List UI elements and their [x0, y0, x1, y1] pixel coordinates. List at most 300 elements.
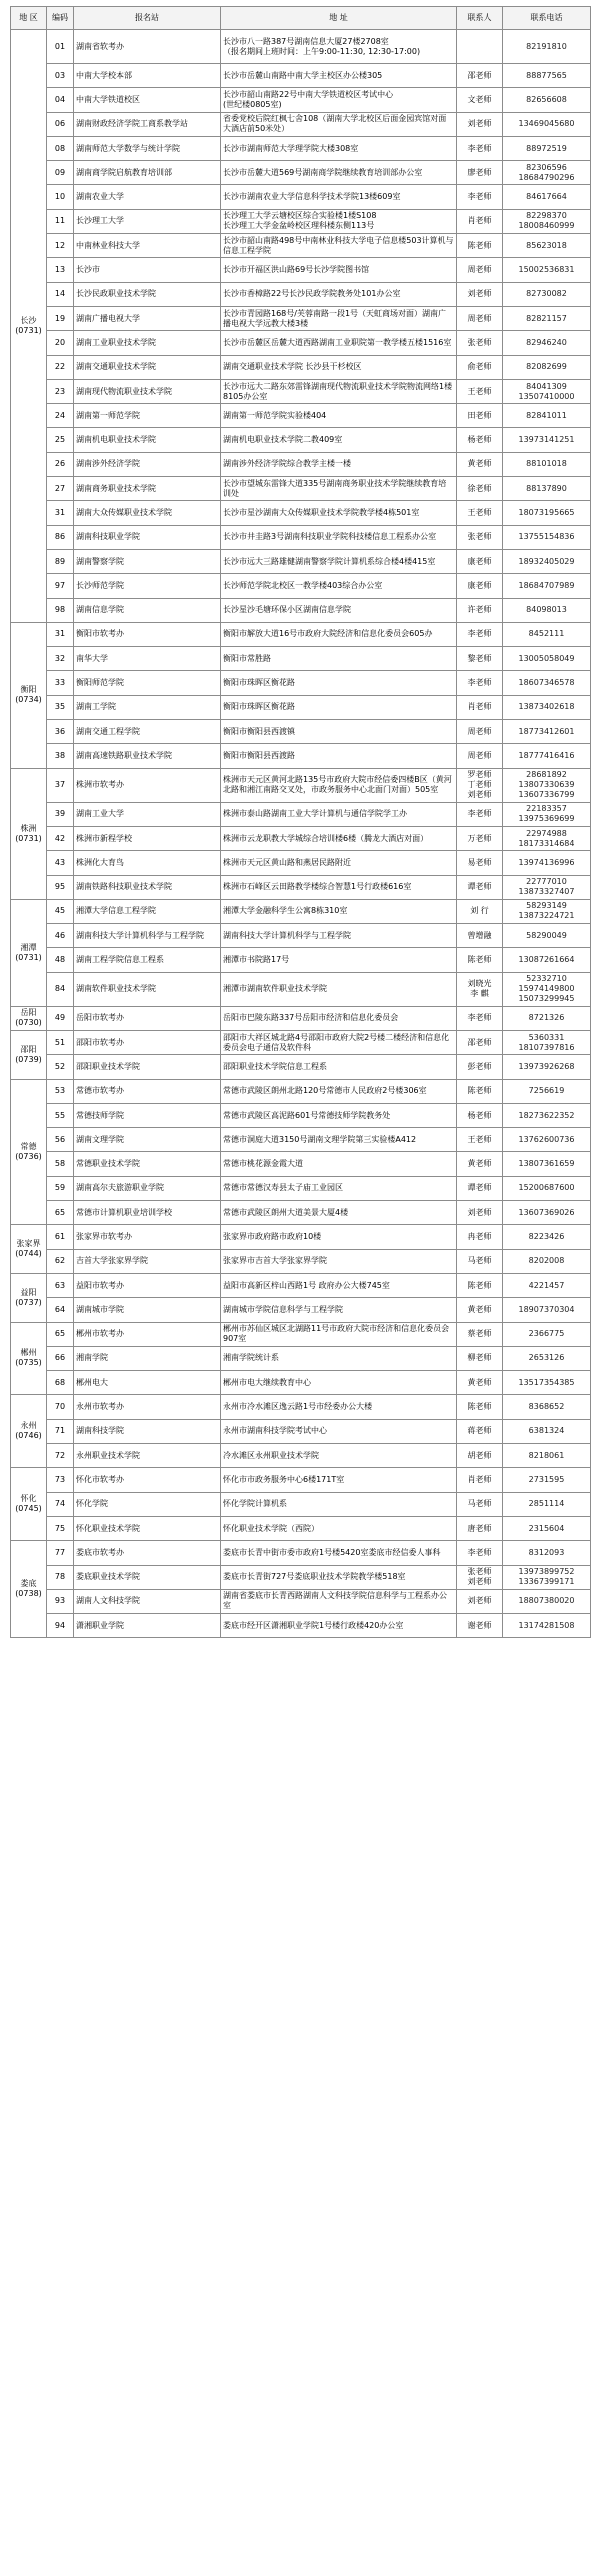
address-cell: 湘潭大学金融科学生公寓8栋310室 [221, 899, 457, 923]
code-cell: 58 [47, 1152, 74, 1176]
contact-cell: 周老师 [457, 720, 503, 744]
phone-cell: 13807361659 [503, 1152, 591, 1176]
address-cell: 湖南机电职业技术学院二教409室 [221, 428, 457, 452]
address-cell: 湖南省娄底市长青西路湖南人文科技学院信息科学与工程系办公室 [221, 1589, 457, 1613]
phone-cell: 5360331 18107397816 [503, 1030, 591, 1054]
table-row [11, 1371, 591, 1395]
contact-cell: 王老师 [457, 379, 503, 403]
code-cell: 31 [47, 622, 74, 646]
table-row [11, 744, 591, 768]
phone-cell: 8312093 [503, 1541, 591, 1565]
contact-cell: 刘老师 [457, 112, 503, 136]
phone-cell: 18907370304 [503, 1298, 591, 1322]
code-cell: 94 [47, 1614, 74, 1638]
table-row [11, 112, 591, 136]
header-address: 地 址 [221, 7, 457, 30]
address-cell: 长沙市湖南农业大学信息科学技术学院13楼609室 [221, 185, 457, 209]
code-cell: 24 [47, 404, 74, 428]
code-cell: 20 [47, 331, 74, 355]
contact-cell: 肖老师 [457, 209, 503, 233]
contact-cell: 肖老师 [457, 695, 503, 719]
table-row [11, 1419, 591, 1443]
contact-cell: 黎老师 [457, 647, 503, 671]
address-cell: 常德市洞庭大道3150号湖南文理学院第三实验楼A412 [221, 1128, 457, 1152]
contact-cell: 陈老师 [457, 1395, 503, 1419]
contact-cell: 刘老师 [457, 282, 503, 306]
code-cell: 32 [47, 647, 74, 671]
site-cell: 湖南科技学院 [74, 1419, 221, 1443]
phone-cell: 8368652 [503, 1395, 591, 1419]
phone-cell: 88972519 [503, 136, 591, 160]
phone-cell: 88101018 [503, 452, 591, 476]
table-row [11, 851, 591, 875]
site-cell: 湖南农业大学 [74, 185, 221, 209]
address-cell: 郴州市电大继续教育中心 [221, 1371, 457, 1395]
code-cell: 26 [47, 452, 74, 476]
site-cell: 湖南铁路科技职业技术学院 [74, 875, 221, 899]
code-cell: 75 [47, 1516, 74, 1540]
phone-cell: 84098013 [503, 598, 591, 622]
site-cell: 湖南财政经济学院工商系教学站 [74, 112, 221, 136]
address-cell: 株洲市泰山路湖南工业大学计算机与通信学院学工办 [221, 802, 457, 826]
site-cell: 湖南高速铁路职业技术学院 [74, 744, 221, 768]
code-cell: 84 [47, 972, 74, 1006]
address-cell: 湘南学院统计系 [221, 1346, 457, 1370]
site-cell: 岳阳市软考办 [74, 1006, 221, 1030]
code-cell: 45 [47, 899, 74, 923]
code-cell: 27 [47, 477, 74, 501]
contact-cell: 李老师 [457, 1006, 503, 1030]
phone-cell: 28681892 13807330639 13607336799 [503, 768, 591, 802]
site-cell: 邵阳职业技术学院 [74, 1055, 221, 1079]
contact-cell: 陈老师 [457, 948, 503, 972]
table-row [11, 1298, 591, 1322]
site-cell: 湖南商学院启航教育培训部 [74, 161, 221, 185]
code-cell: 04 [47, 88, 74, 112]
site-cell: 株洲市新程学校 [74, 826, 221, 850]
address-cell: 湖南城市学院信息科学与工程学院 [221, 1298, 457, 1322]
phone-cell: 13973899752 13367399171 [503, 1565, 591, 1589]
code-cell: 62 [47, 1249, 74, 1273]
table-row [11, 379, 591, 403]
table-row [11, 428, 591, 452]
phone-cell: 2366775 [503, 1322, 591, 1346]
code-cell: 61 [47, 1225, 74, 1249]
address-cell: 湖南交通职业技术学院 长沙县干杉校区 [221, 355, 457, 379]
contact-cell: 刘老师 [457, 1589, 503, 1613]
header-phone: 联系电话 [503, 7, 591, 30]
district-cell: 益阳 (0737) [11, 1273, 47, 1322]
table-row [11, 501, 591, 525]
code-cell: 19 [47, 306, 74, 330]
district-cell: 衡阳 (0734) [11, 622, 47, 768]
code-cell: 86 [47, 525, 74, 549]
table-row [11, 209, 591, 233]
contact-cell: 陈老师 [457, 1079, 503, 1103]
site-cell: 湘南学院 [74, 1346, 221, 1370]
site-cell: 湖南省软考办 [74, 30, 221, 64]
site-cell: 湖南大众传媒职业技术学院 [74, 501, 221, 525]
phone-cell: 13005058049 [503, 647, 591, 671]
address-cell: 娄底市长青街727号娄底职业技术学院教学楼518室 [221, 1565, 457, 1589]
site-cell: 长沙市 [74, 258, 221, 282]
code-cell: 33 [47, 671, 74, 695]
code-cell: 52 [47, 1055, 74, 1079]
address-cell: 衡阳市解放大道16号市政府大院经济和信息化委员会605办 [221, 622, 457, 646]
contact-cell: 俞老师 [457, 355, 503, 379]
code-cell: 42 [47, 826, 74, 850]
code-cell: 38 [47, 744, 74, 768]
district-cell: 湘潭 (0731) [11, 899, 47, 1006]
site-cell: 中南大学校本部 [74, 64, 221, 88]
address-cell: 怀化职业技术学院（西院） [221, 1516, 457, 1540]
site-cell: 常德职业技术学院 [74, 1152, 221, 1176]
phone-cell: 13762600736 [503, 1128, 591, 1152]
table-row [11, 1444, 591, 1468]
code-cell: 89 [47, 549, 74, 573]
table-row [11, 185, 591, 209]
address-cell: 长沙市八一路387号湖南信息大厦27楼2708室 （报名期间上班时间：上午9:00-11:30, 12:30-17:00) [221, 30, 457, 64]
address-cell: 湘潭市湖南软件职业技术学院 [221, 972, 457, 1006]
table-row [11, 924, 591, 948]
site-cell: 湖南警察学院 [74, 549, 221, 573]
table-row [11, 1128, 591, 1152]
address-cell: 长沙市星沙湖南大众传媒职业技术学院教学楼4栋501室 [221, 501, 457, 525]
contact-cell: 田老师 [457, 404, 503, 428]
table-row [11, 1055, 591, 1079]
phone-cell: 18773412601 [503, 720, 591, 744]
contact-cell: 黄老师 [457, 452, 503, 476]
table-row [11, 622, 591, 646]
site-cell: 湖南机电职业技术学院 [74, 428, 221, 452]
code-cell: 12 [47, 234, 74, 258]
contact-cell: 文老师 [457, 88, 503, 112]
contact-cell: 张老师 [457, 331, 503, 355]
code-cell: 64 [47, 1298, 74, 1322]
code-cell: 65 [47, 1201, 74, 1225]
table-row [11, 1079, 591, 1103]
table-row [11, 161, 591, 185]
phone-cell: 22777010 13873327407 [503, 875, 591, 899]
table-row [11, 331, 591, 355]
district-cell: 娄底 (0738) [11, 1541, 47, 1638]
contact-cell: 杨老师 [457, 428, 503, 452]
code-cell: 74 [47, 1492, 74, 1516]
district-cell: 长沙 (0731) [11, 30, 47, 623]
address-cell: 郴州市苏仙区城区北湖路11号市政府大院市经济和信息化委员会907室 [221, 1322, 457, 1346]
district-cell: 株洲 (0731) [11, 768, 47, 899]
address-cell: 娄底市经开区潇湘职业学院1号楼行政楼420办公室 [221, 1614, 457, 1638]
contact-cell: 李老师 [457, 622, 503, 646]
table-body [11, 30, 591, 1638]
address-cell: 衡阳市珠晖区衡花路 [221, 671, 457, 695]
site-cell: 湖南涉外经济学院 [74, 452, 221, 476]
header-code: 编码 [47, 7, 74, 30]
phone-cell: 13517354385 [503, 1371, 591, 1395]
contact-cell: 谢老师 [457, 1614, 503, 1638]
site-cell: 衡阳师范学院 [74, 671, 221, 695]
phone-cell: 82730082 [503, 282, 591, 306]
address-cell: 长沙市香樟路22号长沙民政学院教务处101办公室 [221, 282, 457, 306]
site-cell: 邵阳市软考办 [74, 1030, 221, 1054]
site-cell: 湖南工业大学 [74, 802, 221, 826]
code-cell: 39 [47, 802, 74, 826]
address-cell: 湖南第一师范学院实验楼404 [221, 404, 457, 428]
address-cell: 衡阳市珠晖区衡花路 [221, 695, 457, 719]
table-row [11, 948, 591, 972]
table-row [11, 258, 591, 282]
code-cell: 70 [47, 1395, 74, 1419]
district-cell: 张家界 (0744) [11, 1225, 47, 1274]
address-cell: 张家界市吉首大学张家界学院 [221, 1249, 457, 1273]
table-row [11, 477, 591, 501]
code-cell: 49 [47, 1006, 74, 1030]
address-cell: 常德市武陵区朗州北路120号常德市人民政府2号楼306室 [221, 1079, 457, 1103]
code-cell: 63 [47, 1273, 74, 1297]
district-cell: 怀化 (0745) [11, 1468, 47, 1541]
phone-cell: 58293149 13873224721 [503, 899, 591, 923]
site-cell: 长沙民政职业技术学院 [74, 282, 221, 306]
site-cell: 湖南现代物流职业技术学院 [74, 379, 221, 403]
code-cell: 56 [47, 1128, 74, 1152]
site-cell: 中南大学铁道校区 [74, 88, 221, 112]
code-cell: 36 [47, 720, 74, 744]
code-cell: 08 [47, 136, 74, 160]
contact-cell: 蒋老师 [457, 1419, 503, 1443]
phone-cell: 2731595 [503, 1468, 591, 1492]
code-cell: 13 [47, 258, 74, 282]
contact-cell: 曾增融 [457, 924, 503, 948]
site-cell: 永州市软考办 [74, 1395, 221, 1419]
contact-cell: 李老师 [457, 671, 503, 695]
address-cell: 怀化学院计算机系 [221, 1492, 457, 1516]
table-row [11, 598, 591, 622]
district-cell: 永州 (0746) [11, 1395, 47, 1468]
table-row [11, 671, 591, 695]
site-cell: 湖南城市学院 [74, 1298, 221, 1322]
address-cell: 永州市湖南科技学院考试中心 [221, 1419, 457, 1443]
registration-table [10, 6, 591, 1638]
site-cell: 长沙理工大学 [74, 209, 221, 233]
phone-cell: 13973141251 [503, 428, 591, 452]
contact-cell: 唐老师 [457, 1516, 503, 1540]
table-row [11, 695, 591, 719]
phone-cell: 82821157 [503, 306, 591, 330]
address-cell: 株洲市天元区黄山路和燕居民路附近 [221, 851, 457, 875]
address-cell: 长沙市岳麓山南路中南大学主校区办公楼305 [221, 64, 457, 88]
site-cell: 湖南科技职业学院 [74, 525, 221, 549]
table-row [11, 136, 591, 160]
phone-cell: 18073195665 [503, 501, 591, 525]
site-cell: 株洲化大育鸟 [74, 851, 221, 875]
phone-cell: 82841011 [503, 404, 591, 428]
address-cell: 长沙市韶山南路498号中南林业科技大学电子信息楼503计算机与信息工程学院 [221, 234, 457, 258]
site-cell: 湖南交通工程学院 [74, 720, 221, 744]
site-cell: 湖南第一师范学院 [74, 404, 221, 428]
code-cell: 72 [47, 1444, 74, 1468]
site-cell: 郴州市软考办 [74, 1322, 221, 1346]
contact-cell: 万老师 [457, 826, 503, 850]
phone-cell: 82656608 [503, 88, 591, 112]
site-cell: 中南林业科技大学 [74, 234, 221, 258]
address-cell: 冷水滩区永州职业技术学院 [221, 1444, 457, 1468]
code-cell: 37 [47, 768, 74, 802]
address-cell: 岳阳市巴陵东路337号岳阳市经济和信息化委员会 [221, 1006, 457, 1030]
table-row [11, 802, 591, 826]
phone-cell: 8721326 [503, 1006, 591, 1030]
contact-cell: 康老师 [457, 549, 503, 573]
site-cell: 郴州电大 [74, 1371, 221, 1395]
contact-cell: 王老师 [457, 1128, 503, 1152]
code-cell: 01 [47, 30, 74, 64]
code-cell: 06 [47, 112, 74, 136]
address-cell: 株洲市云龙职教大学城综合培训楼6楼（腾龙大酒店对面） [221, 826, 457, 850]
code-cell: 98 [47, 598, 74, 622]
address-cell: 长沙市韶山南路22号中南大学铁道校区考试中心 (世纪楼0805室) [221, 88, 457, 112]
table-row [11, 1103, 591, 1127]
phone-cell: 18273622352 [503, 1103, 591, 1127]
site-cell: 湖南人文科技学院 [74, 1589, 221, 1613]
table-row [11, 1152, 591, 1176]
district-cell: 岳阳 (0730) [11, 1006, 47, 1030]
code-cell: 48 [47, 948, 74, 972]
phone-cell: 84041309 13507410000 [503, 379, 591, 403]
contact-cell: 康老师 [457, 574, 503, 598]
code-cell: 73 [47, 1468, 74, 1492]
table-row [11, 574, 591, 598]
contact-cell: 张老师 刘老师 [457, 1565, 503, 1589]
contact-cell: 李老师 [457, 185, 503, 209]
phone-cell: 8202008 [503, 1249, 591, 1273]
phone-cell: 52332710 15974149800 15073299945 [503, 972, 591, 1006]
site-cell: 湖南商务职业技术学院 [74, 477, 221, 501]
site-cell: 张家界市软考办 [74, 1225, 221, 1249]
phone-cell: 22183357 13975369699 [503, 802, 591, 826]
contact-cell: 黄老师 [457, 1371, 503, 1395]
address-cell: 长沙市开福区洪山路69号长沙学院图书馆 [221, 258, 457, 282]
table-row [11, 64, 591, 88]
phone-cell: 85623018 [503, 234, 591, 258]
code-cell: 66 [47, 1346, 74, 1370]
site-cell: 湖南工业职业技术学院 [74, 331, 221, 355]
phone-cell: 4221457 [503, 1273, 591, 1297]
code-cell: 59 [47, 1176, 74, 1200]
site-cell: 长沙师范学院 [74, 574, 221, 598]
table-row [11, 1395, 591, 1419]
address-cell: 省委党校后院红枫七舍108（湖南大学北校区后面金园宾馆对面大酒店前50米处） [221, 112, 457, 136]
code-cell: 65 [47, 1322, 74, 1346]
site-cell: 湖南交通职业技术学院 [74, 355, 221, 379]
site-cell: 怀化市软考办 [74, 1468, 221, 1492]
site-cell: 怀化职业技术学院 [74, 1516, 221, 1540]
phone-cell: 82298370 18008460999 [503, 209, 591, 233]
phone-cell: 22974988 18173314684 [503, 826, 591, 850]
contact-cell: 谭老师 [457, 875, 503, 899]
phone-cell: 18777416416 [503, 744, 591, 768]
code-cell: 03 [47, 64, 74, 88]
address-cell: 长沙市湖南师范大学理学院大楼308室 [221, 136, 457, 160]
contact-cell: 马老师 [457, 1249, 503, 1273]
contact-cell: 柳老师 [457, 1346, 503, 1370]
phone-cell: 82082699 [503, 355, 591, 379]
phone-cell: 18607346578 [503, 671, 591, 695]
code-cell: 09 [47, 161, 74, 185]
table-row [11, 1346, 591, 1370]
contact-cell: 易老师 [457, 851, 503, 875]
code-cell: 10 [47, 185, 74, 209]
address-cell: 株洲市石峰区云田路教学楼综合智慧1号行政楼616室 [221, 875, 457, 899]
code-cell: 25 [47, 428, 74, 452]
phone-cell: 13873402618 [503, 695, 591, 719]
contact-cell: 刘晓光 李 麒 [457, 972, 503, 1006]
site-cell: 娄底市软考办 [74, 1541, 221, 1565]
site-cell: 湖南信息学院 [74, 598, 221, 622]
table-row [11, 282, 591, 306]
contact-cell: 冉老师 [457, 1225, 503, 1249]
phone-cell: 2315604 [503, 1516, 591, 1540]
code-cell: 31 [47, 501, 74, 525]
address-cell: 长沙市远大二路东郊雷锋湖南现代物流职业技术学院物流网络1楼8105办公室 [221, 379, 457, 403]
table-row [11, 1589, 591, 1613]
table-row [11, 1541, 591, 1565]
table-row [11, 875, 591, 899]
address-cell: 长沙市井圭路3号湖南科技职业学院科技楼信息工程系办公室 [221, 525, 457, 549]
site-cell: 常德市软考办 [74, 1079, 221, 1103]
code-cell: 43 [47, 851, 74, 875]
phone-cell: 18684707989 [503, 574, 591, 598]
phone-cell: 13755154836 [503, 525, 591, 549]
code-cell: 68 [47, 1371, 74, 1395]
contact-cell: 陈老师 [457, 234, 503, 258]
address-cell: 永州市冷水滩区逸云路1号市经委办公大楼 [221, 1395, 457, 1419]
phone-cell: 8452111 [503, 622, 591, 646]
table-row [11, 88, 591, 112]
contact-cell: 王老师 [457, 501, 503, 525]
contact-cell: 徐老师 [457, 477, 503, 501]
code-cell: 14 [47, 282, 74, 306]
header-site: 报名站 [74, 7, 221, 30]
code-cell: 77 [47, 1541, 74, 1565]
table-row [11, 1030, 591, 1054]
site-cell: 永州职业技术学院 [74, 1444, 221, 1468]
table-row [11, 549, 591, 573]
contact-cell: 李老师 [457, 1541, 503, 1565]
site-cell: 湖南工学院 [74, 695, 221, 719]
phone-cell: 2851114 [503, 1492, 591, 1516]
contact-cell: 蔡老师 [457, 1322, 503, 1346]
site-cell: 常德市计算机职业培训学校 [74, 1201, 221, 1225]
address-cell: 衡阳市常胜路 [221, 647, 457, 671]
site-cell: 湖南文理学院 [74, 1128, 221, 1152]
contact-cell: 刘 行 [457, 899, 503, 923]
table-row [11, 1176, 591, 1200]
contact-cell: 邵老师 [457, 64, 503, 88]
table-row [11, 525, 591, 549]
phone-cell: 13469045680 [503, 112, 591, 136]
table-row [11, 1516, 591, 1540]
phone-cell: 15200687600 [503, 1176, 591, 1200]
site-cell: 衡阳市软考办 [74, 622, 221, 646]
contact-cell: 廖老师 [457, 161, 503, 185]
contact-cell: 张老师 [457, 525, 503, 549]
phone-cell: 15002536831 [503, 258, 591, 282]
site-cell: 株洲市软考办 [74, 768, 221, 802]
address-cell: 邵阳市大祥区城北路4号邵阳市政府大院2号楼二楼经济和信息化委员会电子通信及软件科 [221, 1030, 457, 1054]
address-cell: 衡阳市衡阳县西渡镇 [221, 720, 457, 744]
site-cell: 湖南广播电视大学 [74, 306, 221, 330]
phone-cell: 8218061 [503, 1444, 591, 1468]
table-row [11, 1565, 591, 1589]
